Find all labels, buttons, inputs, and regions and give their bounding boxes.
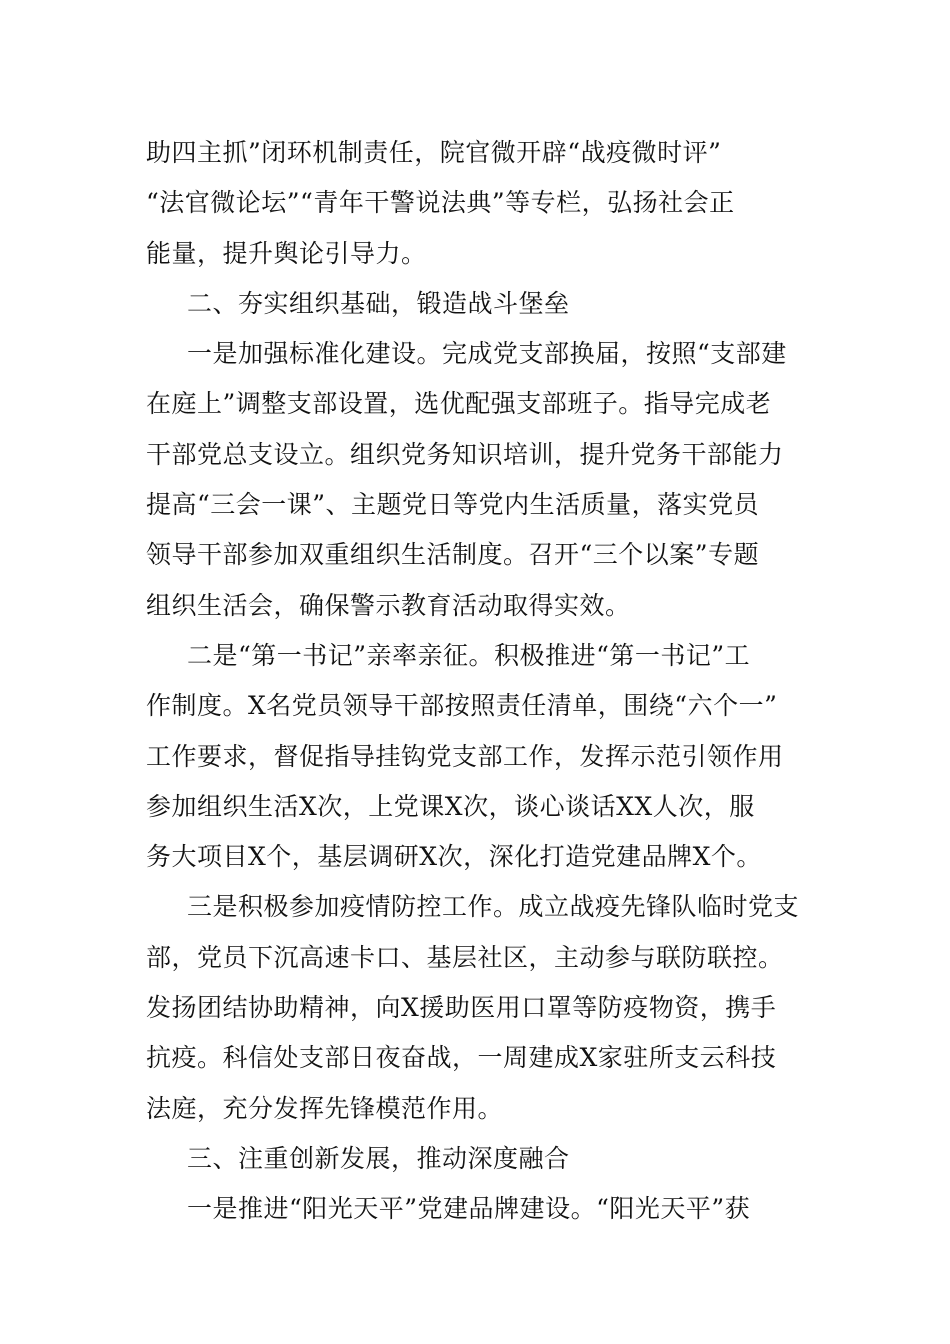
section-heading-3 bbox=[146, 1134, 810, 1184]
text-line: 部，党员下沉高速卡口、基层社区，主动参与联防联控。 bbox=[146, 942, 784, 972]
text-line: 法庭，充分发挥先锋模范作用。 bbox=[146, 1093, 504, 1123]
paragraph-continuation bbox=[146, 128, 810, 279]
text-line: 一是加强标准化建设。完成党支部换届，按照“支部建 bbox=[187, 339, 787, 369]
text-line: 组织生活会，确保警示教育活动取得实效。 bbox=[146, 590, 631, 620]
heading-line: 三、注重创新发展，推动深度融合 bbox=[187, 1143, 570, 1173]
heading-line: 二、夯实组织基础，锻造战斗堡垒 bbox=[187, 288, 570, 318]
text-line: 能量，提升舆论引导力。 bbox=[146, 238, 427, 268]
text-line: 三是积极参加疫情防控工作。成立战疫先锋队临时党支 bbox=[187, 892, 800, 922]
text-line: 在庭上”调整支部设置，选优配强支部班子。指导完成老 bbox=[146, 389, 772, 419]
text-line: 干部党总支设立。组织党务知识培训，提升党务干部能力 bbox=[146, 439, 784, 469]
paragraph-brand-building bbox=[146, 1184, 810, 1234]
section-heading-2 bbox=[146, 279, 810, 329]
paragraph-standardization bbox=[146, 329, 810, 631]
paragraph-first-secretary bbox=[146, 631, 810, 882]
text-line: 作制度。X名党员领导干部按照责任清单，围绕“六个一” bbox=[146, 691, 778, 721]
text-line: 一是推进“阳光天平”党建品牌建设。“阳光天平”获 bbox=[187, 1194, 751, 1224]
text-line: 务大项目X个，基层调研X次，深化打造党建品牌X个。 bbox=[146, 842, 762, 872]
text-line: 助四主抓”闭环机制责任，院官微开辟“战疫微时评” bbox=[146, 138, 722, 167]
paragraph-epidemic-control bbox=[146, 882, 810, 1133]
text-line: “法官微论坛”“青年干警说法典”等专栏，弘扬社会正 bbox=[146, 188, 735, 218]
text-line: 工作要求，督促指导挂钩党支部工作，发挥示范引领作用 bbox=[146, 741, 784, 771]
text-line: 二是“第一书记”亲率亲征。积极推进“第一书记”工 bbox=[187, 640, 751, 670]
text-line: 提高“三会一课”、主题党日等党内生活质量，落实党员 bbox=[146, 490, 760, 520]
text-line: 抗疫。科信处支部日夜奋战，一周建成X家驻所支云科技 bbox=[146, 1043, 777, 1073]
text-line: 参加组织生活X次，上党课X次，谈心谈话XX人次，服 bbox=[146, 791, 755, 821]
document-body bbox=[146, 128, 810, 1235]
text-line: 领导干部参加双重组织生活制度。召开“三个以案”专题 bbox=[146, 540, 760, 570]
text-line: 发扬团结协助精神，向X援助医用口罩等防疫物资，携手 bbox=[146, 993, 777, 1023]
